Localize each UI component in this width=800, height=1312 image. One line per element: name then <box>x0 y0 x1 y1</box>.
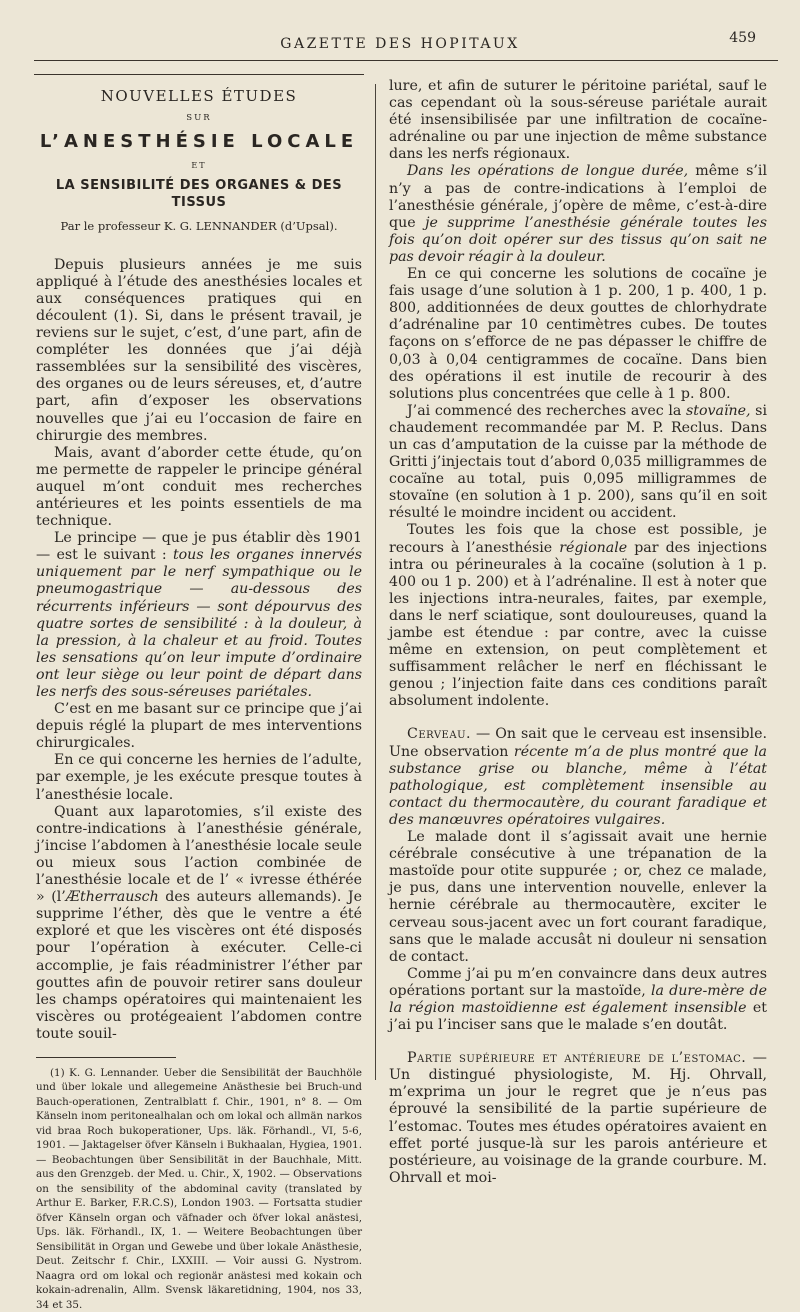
paragraph: Quant aux laparotomies, s’il existe des contre-indications à l’anesthésie générale, j’incise l’abdomen à l’anesthésie locale seule ou mieux sous l’action combinée de l’anesthésie locale et de l’ « ivresse éthérée » (l’Ætherrausch des auteurs allemands). Je supprime l’éther, dès que le ventre a été exploré et que les viscères ont été disposés pour l’opération à exécuter. Celle-ci accomplie, je fais réadministrer l’éther par gouttes afin de pouvoir retirer sans douleur les champs opératoires qui maintenaient les viscères ou protégeaient l’abdomen contre toute souil- <box>36 803 362 1042</box>
section-estomac: Partie supérieure et antérieure de l’estomac. — Un distingué physiologiste, M. Hj. Ohrvall, m’exprima un jour le regret que je n’eus pas éprouvé la sensibilité de la partie supérieure de l’estomac. Toutes mes études opératoires avaient en effet porté jusque-là sur les parois antérieure et postérieure, au voisinage de la grande courbure. M. Ohrvall et moi- <box>389 1050 767 1186</box>
section-heading: Cerveau. <box>407 726 472 743</box>
paragraph: lure, et afin de suturer le péritoine pariétal, sauf le cas cependant où la sous-séreuse pariétale aurait été insensibilisée par une infiltration de cocaïne-adrénaline ou par une injection de même substance dans les nerfs régionaux. <box>389 78 767 163</box>
title-line-1: NOUVELLES ÉTUDES <box>100 87 298 105</box>
title-sur: SUR <box>186 113 212 124</box>
paragraph: Comme j’ai pu m’en convaincre dans deux autres opérations portant sur la mastoïde, la dure-mère de la région mastoïdienne est également insensible et j’ai pu l’inciser sans que le malade s’en doutât. <box>389 965 767 1034</box>
paragraph: Le malade dont il s’agissait avait une hernie cérébrale consécutive à une trépanation de la mastoïde pour otite suppurée ; or, chez ce malade, je pus, dans une intervention nouvelle, enlever la hernie cérébrale au thermocautère, exciter le cerveau sous-jacent avec un fort courant faradique, sans que le malade accusât ni douleur ni sensation de contact. <box>389 829 767 965</box>
paragraph: J’ai commencé des recherches avec la stovaïne, si chaudement recommandée par M. P. Reclus. Dans un cas d’amputation de la cuisse par la méthode de Gritti j’injectais tout d’abord 0,035 milligrammes de cocaïne au total, puis 0,095 milligrammes de stovaïne (en solution à 1 p. 200), sans qu’il en soit résulté le moindre incident ou accident. <box>389 402 768 522</box>
paragraph: Mais, avant d’aborder cette étude, qu’on me permette de rappeler le principe général auquel m’ont conduit mes recherches antérieures et les points essentiels de ma technique. <box>36 444 362 530</box>
paragraph: Toutes les fois que la chose est possible, je recours à l’anesthésie régionale par des injections intra ou périneurales à la cocaïne (solution à 1 p. 400 ou 1 p. 200) et à l’adrénaline. Il est à noter que les injections intra-neurales, faites, par exemple, dans le nerf sciatique, sont douloureuses, quand la jambe est étendue : par contre, avec la cuisse même en extension, on peut complètement et suffisamment relâcher le nerf en fléchissant le genou ; l’injection faite dans ces conditions paraît absolument indolente. <box>389 522 767 710</box>
paragraph: C’est en me basant sur ce principe que j’ai depuis réglé la plupart de mes interventions chirurgicales. <box>36 701 362 752</box>
running-title: GAZETTE DES HOPITAUX <box>280 36 520 52</box>
left-column <box>36 78 362 1312</box>
header-rule-lower <box>34 74 364 75</box>
title-line-3: LA SENSIBILITÉ DES ORGANES & DES TISSUS <box>55 178 343 211</box>
section-heading: Partie supérieure et antérieure de l’estomac. <box>407 1050 747 1067</box>
paragraph: En ce qui concerne les solutions de cocaïne je fais usage d’une solution à 1 p. 200, 1 p. 400, 1 p. 800, additionnées de deux gouttes de chlorhydrate d’adrénaline par 10 centimètres cubes. De toutes façons on s’efforce de ne pas dépasser le chiffre de 0,03 à 0,04 centigrammes de cocaïne. Dans bien des opérations il est inutile de recourir à des solutions plus concentrées que celle à 1 p. 800. <box>389 266 767 402</box>
column-divider <box>375 84 376 1080</box>
footnote: (1) K. G. Lennander. Ueber die Sensibilität der Bauchhöle und über lokale und allegemeine Anästhesie bei Bruch-und Bauch-operationen, Zentralblatt f. Chir., 1901, n° 8. — Om Känseln inom peritonealhalan och om lokal och allmän narkos vid braa Roch bukoperationer, Ups. läk. Förhandl., VI, 5-6, 1901. — Jaktagelser öfver Känseln i Bukhaalan, Hygiea, 1901. — Beobachtungen über Sensibilität in der Bauchhale, Mitt. aus den Grenzgeb. der Med. u. Chir., X, 1902. — Observations on the sensibility of the abdominal cavity (translated by Arthur E. Barker, F.R.C.S), London 1903. — Fortsatta studier öfver Känseln organ och väfnader och öfver lokal anästesi, Ups. läk. Förhandl., IX, 1. — Weitere Beobachtungen über Sensibilität in Organ und Gewebe und über lokale Anästhesie, Deut. Zeitschr f. Chir., LXXIII. — Voir aussi G. Nystrom. Naagra ord om lokal och regionär anästesi med kokain och kokain-adrenalin, Allm. Svensk läkaretidning, 1904, nos 33, 34 et 35. <box>36 1066 362 1311</box>
title-et: ET <box>191 161 207 171</box>
article-title-block <box>36 88 362 235</box>
byline: Par le professeur K. G. LENNANDER (d’Upsal). <box>60 218 338 233</box>
title-line-2: L’ANESTHÉSIE LOCALE <box>39 131 359 153</box>
section-cerveau: Cerveau. — On sait que le cerveau est insensible. Une observation récente m’a de plus montré que la substance grise ou blanche, même à l’état pathologique, est complètement insensible au contact du thermocautère, du courant faradique et des manœuvres opératoires vulgaires. <box>389 726 768 828</box>
header-rule <box>34 60 778 61</box>
page-number: 459 <box>729 30 756 46</box>
paragraph: Dans les opérations de longue durée, même s’il n’y a pas de contre-indications à l’emploi de l’anesthésie générale, j’opère de même, c’est-à-dire que je supprime l’anesthésie générale toutes les fois qu’on doit opérer sur des tissus qu’on sait ne pas devoir réagir à la douleur. <box>389 163 767 265</box>
paragraph: Depuis plusieurs années je me suis appliqué à l’étude des anesthésies locales et aux conséquences pratiques qui en découlent (1). Si, dans le présent travail, je reviens sur le sujet, c’est, d’une part, afin de compléter les données que j’ai déjà rassemblées sur la sensibilité des viscères, des organes ou de leurs séreuses, et, d’autre part, afin d’exposer les observations nouvelles que j’ai eu l’occasion de faire en chirurgie des membres. <box>36 256 362 444</box>
paragraph: Le principe — que je pus établir dès 1901 — est le suivant : tous les organes innervés uniquement par le nerf sympathique ou le pneumogastrique — au-dessous des récurrents inférieurs — sont dépourvus des quatre sortes de sensibilité : à la douleur, à la pression, à la chaleur et au froid. Toutes les sensations qu’on leur impute d’ordinaire ont leur siège ou leur point de départ dans les nerfs des sous-séreuses pariétales. <box>36 530 362 700</box>
paragraph: En ce qui concerne les hernies de l’adulte, par exemple, je les exécute presque toutes à l’anesthésie locale. <box>36 752 362 803</box>
right-column <box>389 78 767 1187</box>
footnote-rule <box>36 1057 176 1058</box>
